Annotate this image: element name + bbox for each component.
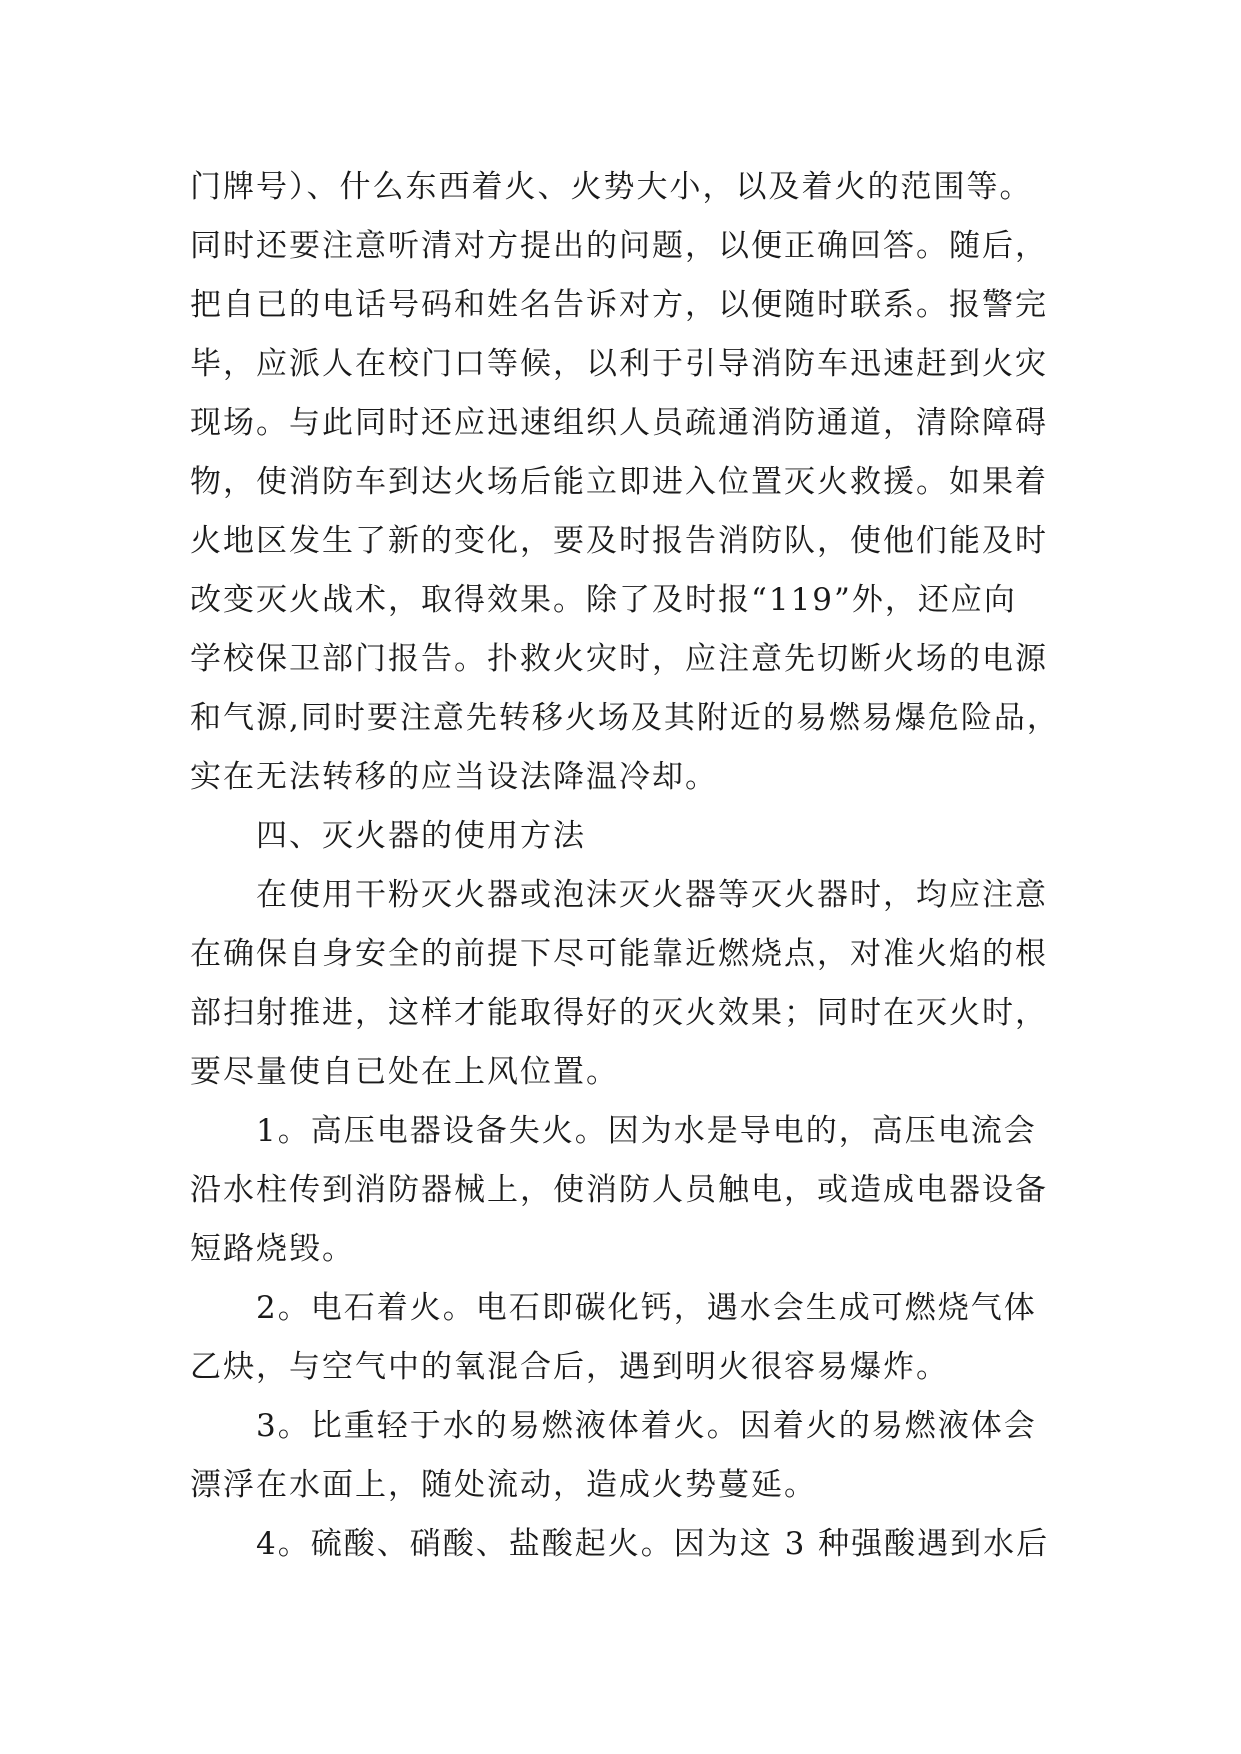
text-line: 学校保卫部门报告。扑救火灾时，应注意先切断火场的电源 bbox=[190, 641, 1048, 677]
list-item-line: 2。电石着火。电石即碳化钙，遇水会生成可燃烧气体 bbox=[256, 1290, 1037, 1326]
text-line: 乙炔，与空气中的氧混合后，遇到明火很容易爆炸。 bbox=[190, 1349, 949, 1385]
text-line: 毕，应派人在校门口等候，以利于引导消防车迅速赶到火灾 bbox=[190, 346, 1048, 382]
text-line: 部扫射推进，这样才能取得好的灭火效果；同时在灭火时， bbox=[190, 995, 1048, 1031]
list-item-line: 1。高压电器设备失火。因为水是导电的，高压电流会 bbox=[256, 1113, 1037, 1149]
text-line: 火地区发生了新的变化，要及时报告消防队，使他们能及时 bbox=[190, 523, 1048, 559]
text-line: 物，使消防车到达火场后能立即进入位置灭火救援。如果着 bbox=[190, 464, 1048, 500]
list-item-line: 3。比重轻于水的易燃液体着火。因着火的易燃液体会 bbox=[256, 1408, 1037, 1444]
section-heading: 四、灭火器的使用方法 bbox=[256, 818, 586, 854]
text-line: 实在无法转移的应当设法降温冷却。 bbox=[190, 759, 718, 795]
text-line: 在确保自身安全的前提下尽可能靠近燃烧点，对准火焰的根 bbox=[190, 936, 1048, 972]
text-line: 要尽量使自已处在上风位置。 bbox=[190, 1054, 619, 1090]
text-line: 门牌号）、什么东西着火、火势大小，以及着火的范围等。 bbox=[190, 169, 1033, 205]
list-item-line: 4。硫酸、硝酸、盐酸起火。因为这 3 种强酸遇到水后 bbox=[256, 1526, 1050, 1562]
text-line: 漂浮在水面上，随处流动，造成火势蔓延。 bbox=[190, 1467, 817, 1503]
text-line: 现场。与此同时还应迅速组织人员疏通消防通道，清除障碍 bbox=[190, 405, 1048, 441]
text-line: 同时还要注意听清对方提出的问题，以便正确回答。随后， bbox=[190, 228, 1048, 264]
text-line: 改变灭火战术，取得效果。除了及时报“119”外，还应向 bbox=[190, 582, 1017, 618]
text-line: 把自已的电话号码和姓名告诉对方，以便随时联系。报警完 bbox=[190, 287, 1048, 323]
text-line: 短路烧毁。 bbox=[190, 1231, 355, 1267]
text-line: 在使用干粉灭火器或泡沫灭火器等灭火器时，均应注意 bbox=[256, 877, 1048, 913]
text-line: 沿水柱传到消防器械上，使消防人员触电，或造成电器设备 bbox=[190, 1172, 1048, 1208]
text-line: 和气源,同时要注意先转移火场及其附近的易燃易爆危险品， bbox=[190, 700, 1060, 736]
